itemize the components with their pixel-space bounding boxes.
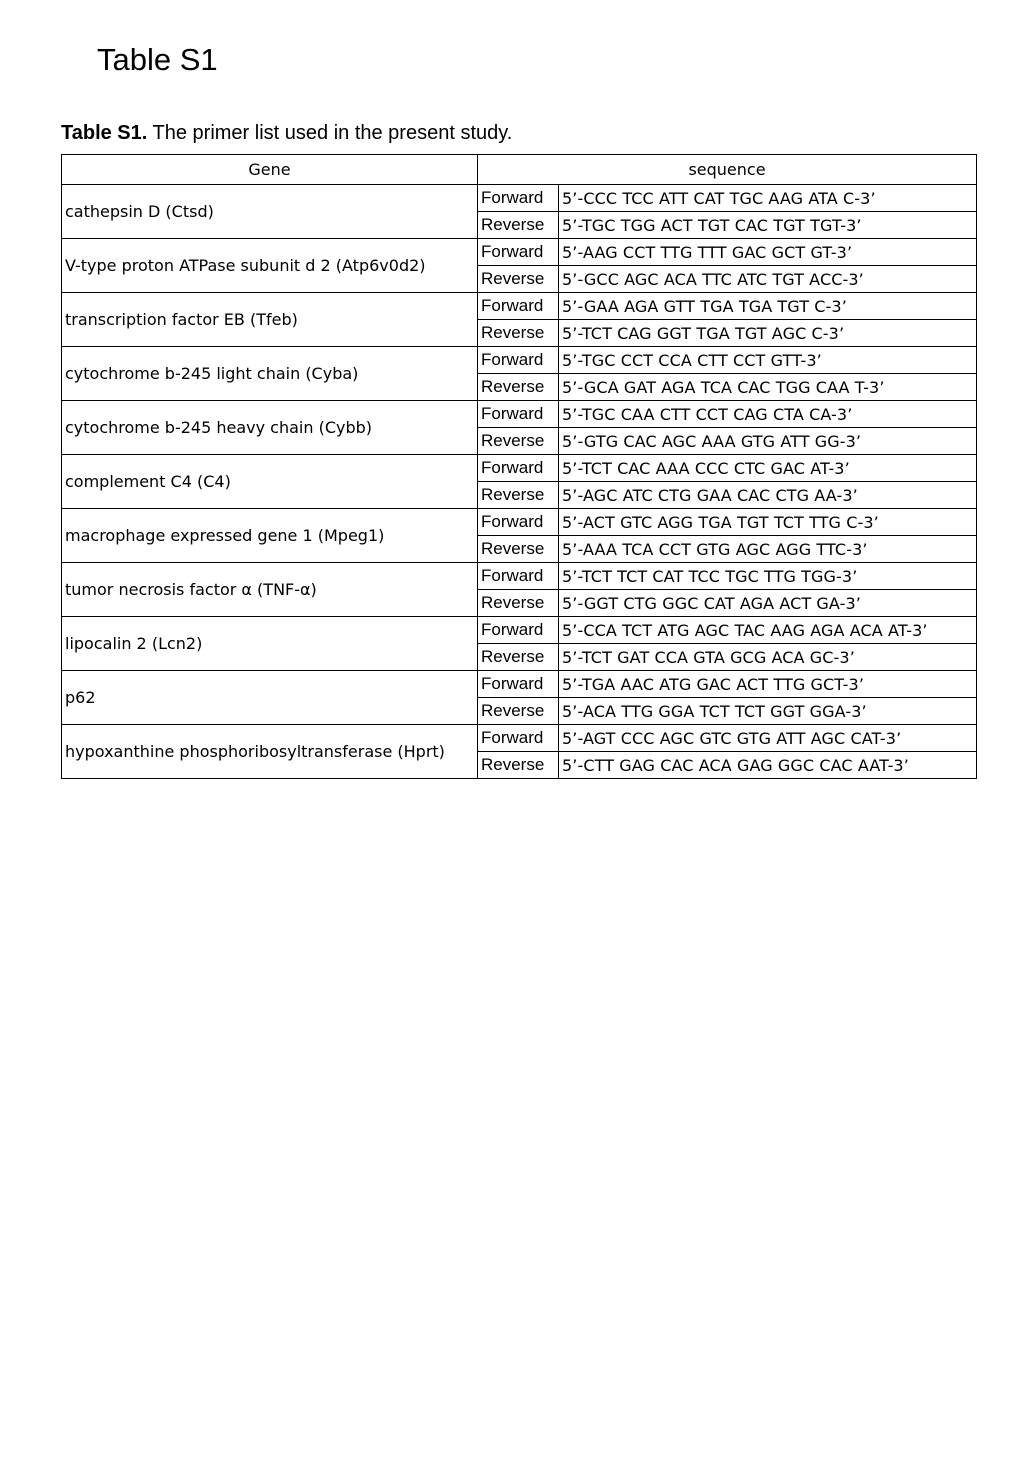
gene-name-cell: transcription factor EB (Tfeb) <box>62 293 478 347</box>
gene-name-cell: p62 <box>62 671 478 725</box>
table-row-forward <box>62 509 977 536</box>
caption-text: The primer list used in the present study. <box>147 122 513 144</box>
forward-sequence-cell: 5’-TGC CAA CTT CCT CAG CTA CA-3’ <box>559 401 977 428</box>
table-row-forward <box>62 347 977 374</box>
direction-forward-cell: Forward <box>478 401 559 428</box>
reverse-sequence-cell: 5’-AGC ATC CTG GAA CAC CTG AA-3’ <box>559 482 977 509</box>
direction-forward-cell: Forward <box>478 455 559 482</box>
forward-sequence-cell: 5’-AAG CCT TTG TTT GAC GCT GT-3’ <box>559 239 977 266</box>
caption-label: Table S1. <box>61 122 148 144</box>
table-row-forward <box>62 293 977 320</box>
reverse-sequence-cell: 5’-ACA TTG GGA TCT TCT GGT GGA-3’ <box>559 698 977 725</box>
header-row <box>62 155 977 185</box>
forward-sequence-cell: 5’-GAA AGA GTT TGA TGA TGT C-3’ <box>559 293 977 320</box>
gene-name-cell: tumor necrosis factor α (TNF-α) <box>62 563 478 617</box>
table-row-forward <box>62 725 977 752</box>
direction-forward-cell: Forward <box>478 725 559 752</box>
direction-reverse-cell: Reverse <box>478 266 559 293</box>
sequence-column-header: sequence <box>478 155 977 185</box>
forward-sequence-cell: 5’-CCC TCC ATT CAT TGC AAG ATA C-3’ <box>559 185 977 212</box>
forward-sequence-cell: 5’-CCA TCT ATG AGC TAC AAG AGA ACA AT-3’ <box>559 617 977 644</box>
direction-forward-cell: Forward <box>478 509 559 536</box>
direction-forward-cell: Forward <box>478 671 559 698</box>
gene-name-cell: cathepsin D (Ctsd) <box>62 185 478 239</box>
table-row-forward <box>62 617 977 644</box>
table-caption <box>61 119 512 147</box>
gene-name-cell: complement C4 (C4) <box>62 455 478 509</box>
table-row-forward <box>62 671 977 698</box>
page-heading: Table S1 <box>97 42 218 77</box>
direction-reverse-cell: Reverse <box>478 482 559 509</box>
table-row-forward <box>62 563 977 590</box>
reverse-sequence-cell: 5’-GTG CAC AGC AAA GTG ATT GG-3’ <box>559 428 977 455</box>
gene-name-cell: hypoxanthine phosphoribosyltransferase (Hprt) <box>62 725 478 779</box>
reverse-sequence-cell: 5’-GGT CTG GGC CAT AGA ACT GA-3’ <box>559 590 977 617</box>
direction-forward-cell: Forward <box>478 347 559 374</box>
direction-reverse-cell: Reverse <box>478 644 559 671</box>
reverse-sequence-cell: 5’-GCA GAT AGA TCA CAC TGG CAA T-3’ <box>559 374 977 401</box>
forward-sequence-cell: 5’-TCT CAC AAA CCC CTC GAC AT-3’ <box>559 455 977 482</box>
direction-reverse-cell: Reverse <box>478 536 559 563</box>
gene-name-cell: V-type proton ATPase subunit d 2 (Atp6v0d2) <box>62 239 478 293</box>
reverse-sequence-cell: 5’-TCT CAG GGT TGA TGT AGC C-3’ <box>559 320 977 347</box>
primer-table <box>61 154 977 779</box>
table-row-forward <box>62 239 977 266</box>
gene-column-header: Gene <box>62 155 478 185</box>
table-row-forward <box>62 401 977 428</box>
forward-sequence-cell: 5’-ACT GTC AGG TGA TGT TCT TTG C-3’ <box>559 509 977 536</box>
reverse-sequence-cell: 5’-TGC TGG ACT TGT CAC TGT TGT-3’ <box>559 212 977 239</box>
table-row-forward <box>62 455 977 482</box>
forward-sequence-cell: 5’-TCT TCT CAT TCC TGC TTG TGG-3’ <box>559 563 977 590</box>
direction-reverse-cell: Reverse <box>478 590 559 617</box>
direction-forward-cell: Forward <box>478 563 559 590</box>
forward-sequence-cell: 5’-AGT CCC AGC GTC GTG ATT AGC CAT-3’ <box>559 725 977 752</box>
reverse-sequence-cell: 5’-CTT GAG CAC ACA GAG GGC CAC AAT-3’ <box>559 752 977 779</box>
gene-name-cell: lipocalin 2 (Lcn2) <box>62 617 478 671</box>
direction-forward-cell: Forward <box>478 239 559 266</box>
reverse-sequence-cell: 5’-TCT GAT CCA GTA GCG ACA GC-3’ <box>559 644 977 671</box>
gene-name-cell: cytochrome b-245 light chain (Cyba) <box>62 347 478 401</box>
direction-forward-cell: Forward <box>478 185 559 212</box>
gene-name-cell: macrophage expressed gene 1 (Mpeg1) <box>62 509 478 563</box>
forward-sequence-cell: 5’-TGC CCT CCA CTT CCT GTT-3’ <box>559 347 977 374</box>
direction-reverse-cell: Reverse <box>478 212 559 239</box>
direction-reverse-cell: Reverse <box>478 428 559 455</box>
direction-reverse-cell: Reverse <box>478 698 559 725</box>
reverse-sequence-cell: 5’-GCC AGC ACA TTC ATC TGT ACC-3’ <box>559 266 977 293</box>
direction-reverse-cell: Reverse <box>478 752 559 779</box>
forward-sequence-cell: 5’-TGA AAC ATG GAC ACT TTG GCT-3’ <box>559 671 977 698</box>
table-row-forward <box>62 185 977 212</box>
direction-forward-cell: Forward <box>478 617 559 644</box>
gene-name-cell: cytochrome b-245 heavy chain (Cybb) <box>62 401 478 455</box>
direction-reverse-cell: Reverse <box>478 374 559 401</box>
direction-forward-cell: Forward <box>478 293 559 320</box>
direction-reverse-cell: Reverse <box>478 320 559 347</box>
reverse-sequence-cell: 5’-AAA TCA CCT GTG AGC AGG TTC-3’ <box>559 536 977 563</box>
